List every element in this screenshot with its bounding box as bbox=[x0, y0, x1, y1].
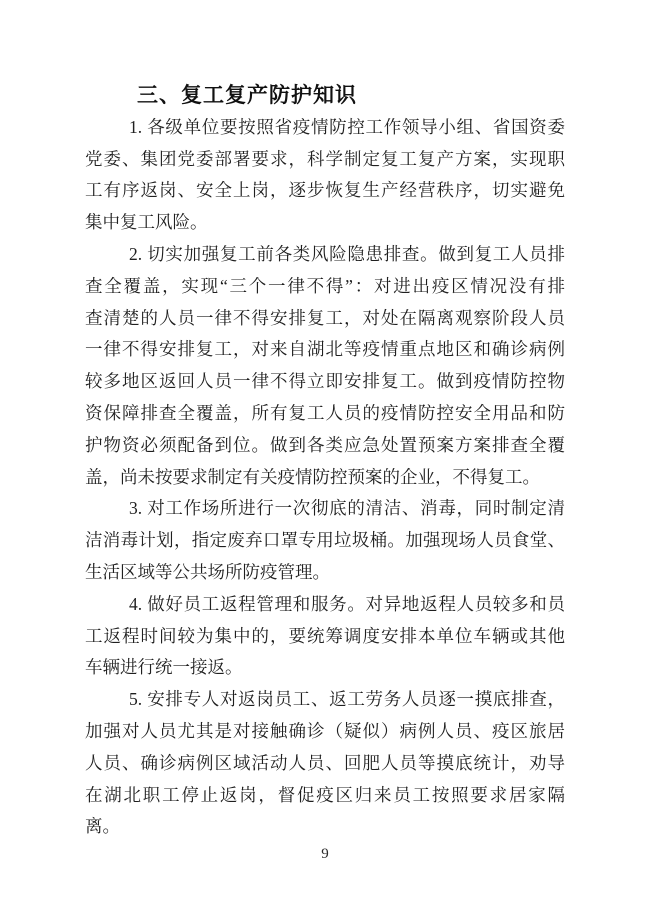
text-line: 盖，尚未按要求制定有关疫情防控预案的企业，不得复工。 bbox=[85, 466, 540, 487]
text-line: 集中复工风险。 bbox=[85, 212, 208, 233]
text-line: 生活区域等公共场所防疫管理。 bbox=[85, 561, 330, 582]
text-line: 护物资必须配备到位。做到各类应急处置预案方案排查全覆 bbox=[85, 434, 565, 455]
paragraph bbox=[85, 493, 565, 588]
text-line: 3. 对工作场所进行一次彻底的清洁、消毒，同时制定清 bbox=[129, 498, 565, 519]
text-line: 党委、集团党委部署要求，科学制定复工复产方案，实现职 bbox=[85, 148, 565, 169]
paragraph bbox=[85, 239, 565, 493]
text-line: 1. 各级单位要按照省疫情防控工作领导小组、省国资委 bbox=[129, 116, 565, 137]
text-line: 洁消毒计划，指定废弃口罩专用垃圾桶。加强现场人员食堂、 bbox=[85, 530, 565, 551]
text-line: 一律不得安排复工，对来自湖北等疫情重点地区和确诊病例 bbox=[85, 339, 565, 360]
paragraph bbox=[85, 589, 565, 684]
document-body bbox=[85, 112, 565, 843]
text-line: 工返程时间较为集中的，要统筹调度安排本单位车辆或其他 bbox=[85, 625, 565, 646]
text-line: 加强对人员尤其是对接触确诊（疑似）病例人员、疫区旅居 bbox=[85, 720, 565, 741]
text-line: 查清楚的人员一律不得安排复工，对处在隔离观察阶段人员 bbox=[85, 307, 565, 328]
text-line: 在湖北职工停止返岗，督促疫区归来员工按照要求居家隔 bbox=[85, 784, 565, 805]
paragraph bbox=[85, 684, 565, 843]
text-line: 资保障排查全覆盖，所有复工人员的疫情防控安全用品和防 bbox=[85, 402, 565, 423]
text-line: 2. 切实加强复工前各类风险隐患排查。做到复工人员排 bbox=[129, 243, 565, 264]
text-line: 工有序返岗、安全上岗，逐步恢复生产经营秩序，切实避免 bbox=[85, 180, 565, 201]
text-line: 人员、确诊病例区域活动人员、回肥人员等摸底统计，劝导 bbox=[85, 752, 565, 773]
document-content bbox=[85, 80, 565, 843]
section-heading: 三、复工复产防护知识 bbox=[137, 84, 357, 107]
text-line: 较多地区返回人员一律不得立即安排复工。做到疫情防控物 bbox=[85, 371, 565, 392]
text-line: 离。 bbox=[85, 816, 120, 837]
text-line: 5. 安排专人对返岗员工、返工劳务人员逐一摸底排查， bbox=[129, 689, 565, 710]
page-number: 9 bbox=[321, 846, 329, 862]
text-line: 查全覆盖，实现“三个一律不得”：对进出疫区情况没有排 bbox=[85, 275, 565, 296]
text-line: 4. 做好员工返程管理和服务。对异地返程人员较多和员 bbox=[129, 593, 565, 614]
paragraph bbox=[85, 112, 565, 239]
text-line: 车辆进行统一接返。 bbox=[85, 657, 243, 678]
